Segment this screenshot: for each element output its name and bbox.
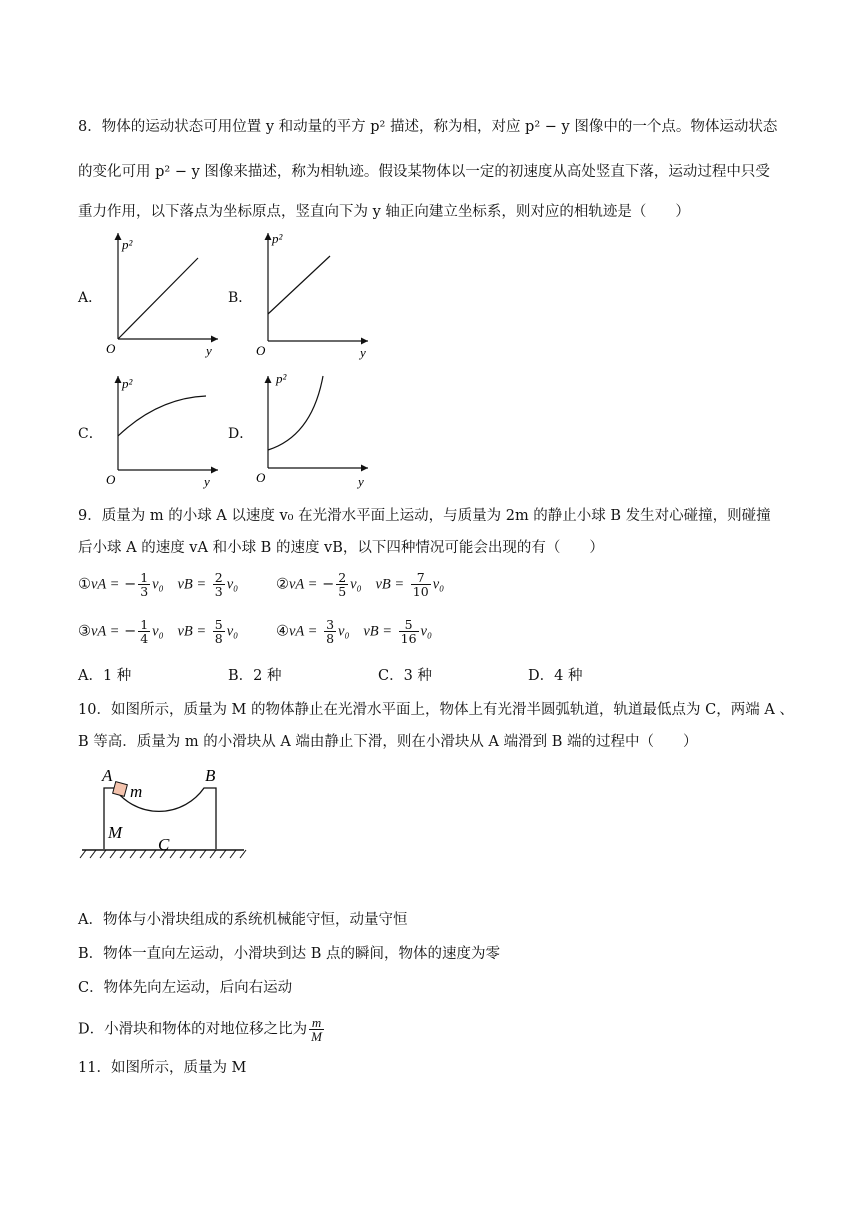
- q10-figure: [78, 762, 248, 862]
- q8-d-axis-y: y: [358, 474, 364, 489]
- q9-line-2: 后小球 A 的速度 vA 和小球 B 的速度 vB，以下四种情况可能会出现的有（ ）: [78, 540, 604, 556]
- q9-case-3: ③vA = − $\frac{1}{4}$ v₀ vB = $\frac{5}{8}$ v₀: [78, 617, 239, 646]
- q8-c-origin: O: [106, 472, 116, 487]
- q8-graph-a: [100, 225, 230, 360]
- q8-graph-c: [100, 368, 230, 493]
- q8-b-axis-y: y: [360, 345, 366, 360]
- q8-option-d-label: D．: [228, 426, 254, 442]
- q8-option-c-label: C．: [78, 426, 103, 442]
- q9-case-2: ②vA = − $\frac{2}{5}$ v₀ vB = $\frac{7}{10}$ v₀: [276, 570, 445, 599]
- fig-label-b: B: [205, 766, 216, 785]
- q8-a-axis-p2: p²: [122, 237, 133, 252]
- q10-option-d: D．小滑块和物体的对地位移之比为 $\frac{m}{M}$: [78, 1015, 322, 1044]
- q9-line-1: 9．质量为 m 的小球 A 以速度 v₀ 在光滑水平面上运动，与质量为 2m 的静止小球 B 发生对心碰撞，则碰撞: [78, 508, 771, 524]
- q8-graph-d: [250, 368, 380, 493]
- q10-line-1: 10．如图所示，质量为 M 的物体静止在光滑水平面上，物体上有光滑半圆弧轨道，轨道最低点为 C，两端 A 、: [78, 702, 794, 718]
- q8-line-1: 8．物体的运动状态可用位置 y 和动量的平方 p² 描述，称为相，对应 p² − y 图像中的一个点。物体运动状态: [78, 119, 778, 135]
- q8-option-a-label: A．: [78, 290, 103, 306]
- q8-d-origin: O: [256, 470, 266, 485]
- q10-option-a: A．物体与小滑块组成的系统机械能守恒，动量守恒: [78, 912, 408, 928]
- fig-label-m: m: [130, 782, 143, 801]
- q10-option-b: B．物体一直向左运动，小滑块到达 B 点的瞬间，物体的速度为零: [78, 946, 501, 962]
- q9-option-a: A．1 种: [78, 668, 132, 684]
- q8-b-origin: O: [256, 343, 266, 358]
- q8-a-origin: O: [106, 341, 116, 356]
- q9-option-b: B．2 种: [228, 668, 282, 684]
- q8-graph-b: [250, 225, 380, 360]
- q8-c-axis-y: y: [204, 474, 210, 489]
- q8-line-2: 的变化可用 p² − y 图像来描述，称为相轨迹。假设某物体以一定的初速度从高处竖直下落，运动过程中只受: [78, 164, 770, 180]
- fig-label-big-m: M: [108, 823, 123, 842]
- q8-c-axis-p2: p²: [122, 376, 133, 391]
- q8-option-b-label: B．: [228, 290, 253, 306]
- q8-d-axis-p2: p²: [276, 371, 287, 386]
- q8-a-axis-y: y: [206, 343, 212, 358]
- q9-option-c: C．3 种: [378, 668, 432, 684]
- q10-line-2: B 等高．质量为 m 的小滑块从 A 端由静止下滑，则在小滑块从 A 端滑到 B 端的过程中（ ）: [78, 734, 698, 750]
- q11-line-1: 11．如图所示，质量为 M: [78, 1060, 247, 1076]
- fig-label-c: C: [158, 835, 170, 854]
- q10-option-c: C．物体先向左运动，后向右运动: [78, 980, 293, 996]
- slider-block: [113, 782, 128, 797]
- q9-case-4: ④vA = $\frac{3}{8}$ v₀ vB = $\frac{5}{16}$ v₀: [276, 617, 433, 646]
- q8-line-3: 重力作用，以下落点为坐标原点，竖直向下为 y 轴正向建立坐标系，则对应的相轨迹是（ ）: [78, 204, 690, 220]
- q9-option-d: D．4 种: [528, 668, 583, 684]
- q9-case-1: ①vA = − $\frac{1}{3}$ v₀ vB = $\frac{2}{3}$ v₀: [78, 570, 239, 599]
- q8-b-axis-p2: p²: [272, 231, 283, 246]
- fig-label-a: A: [102, 766, 113, 785]
